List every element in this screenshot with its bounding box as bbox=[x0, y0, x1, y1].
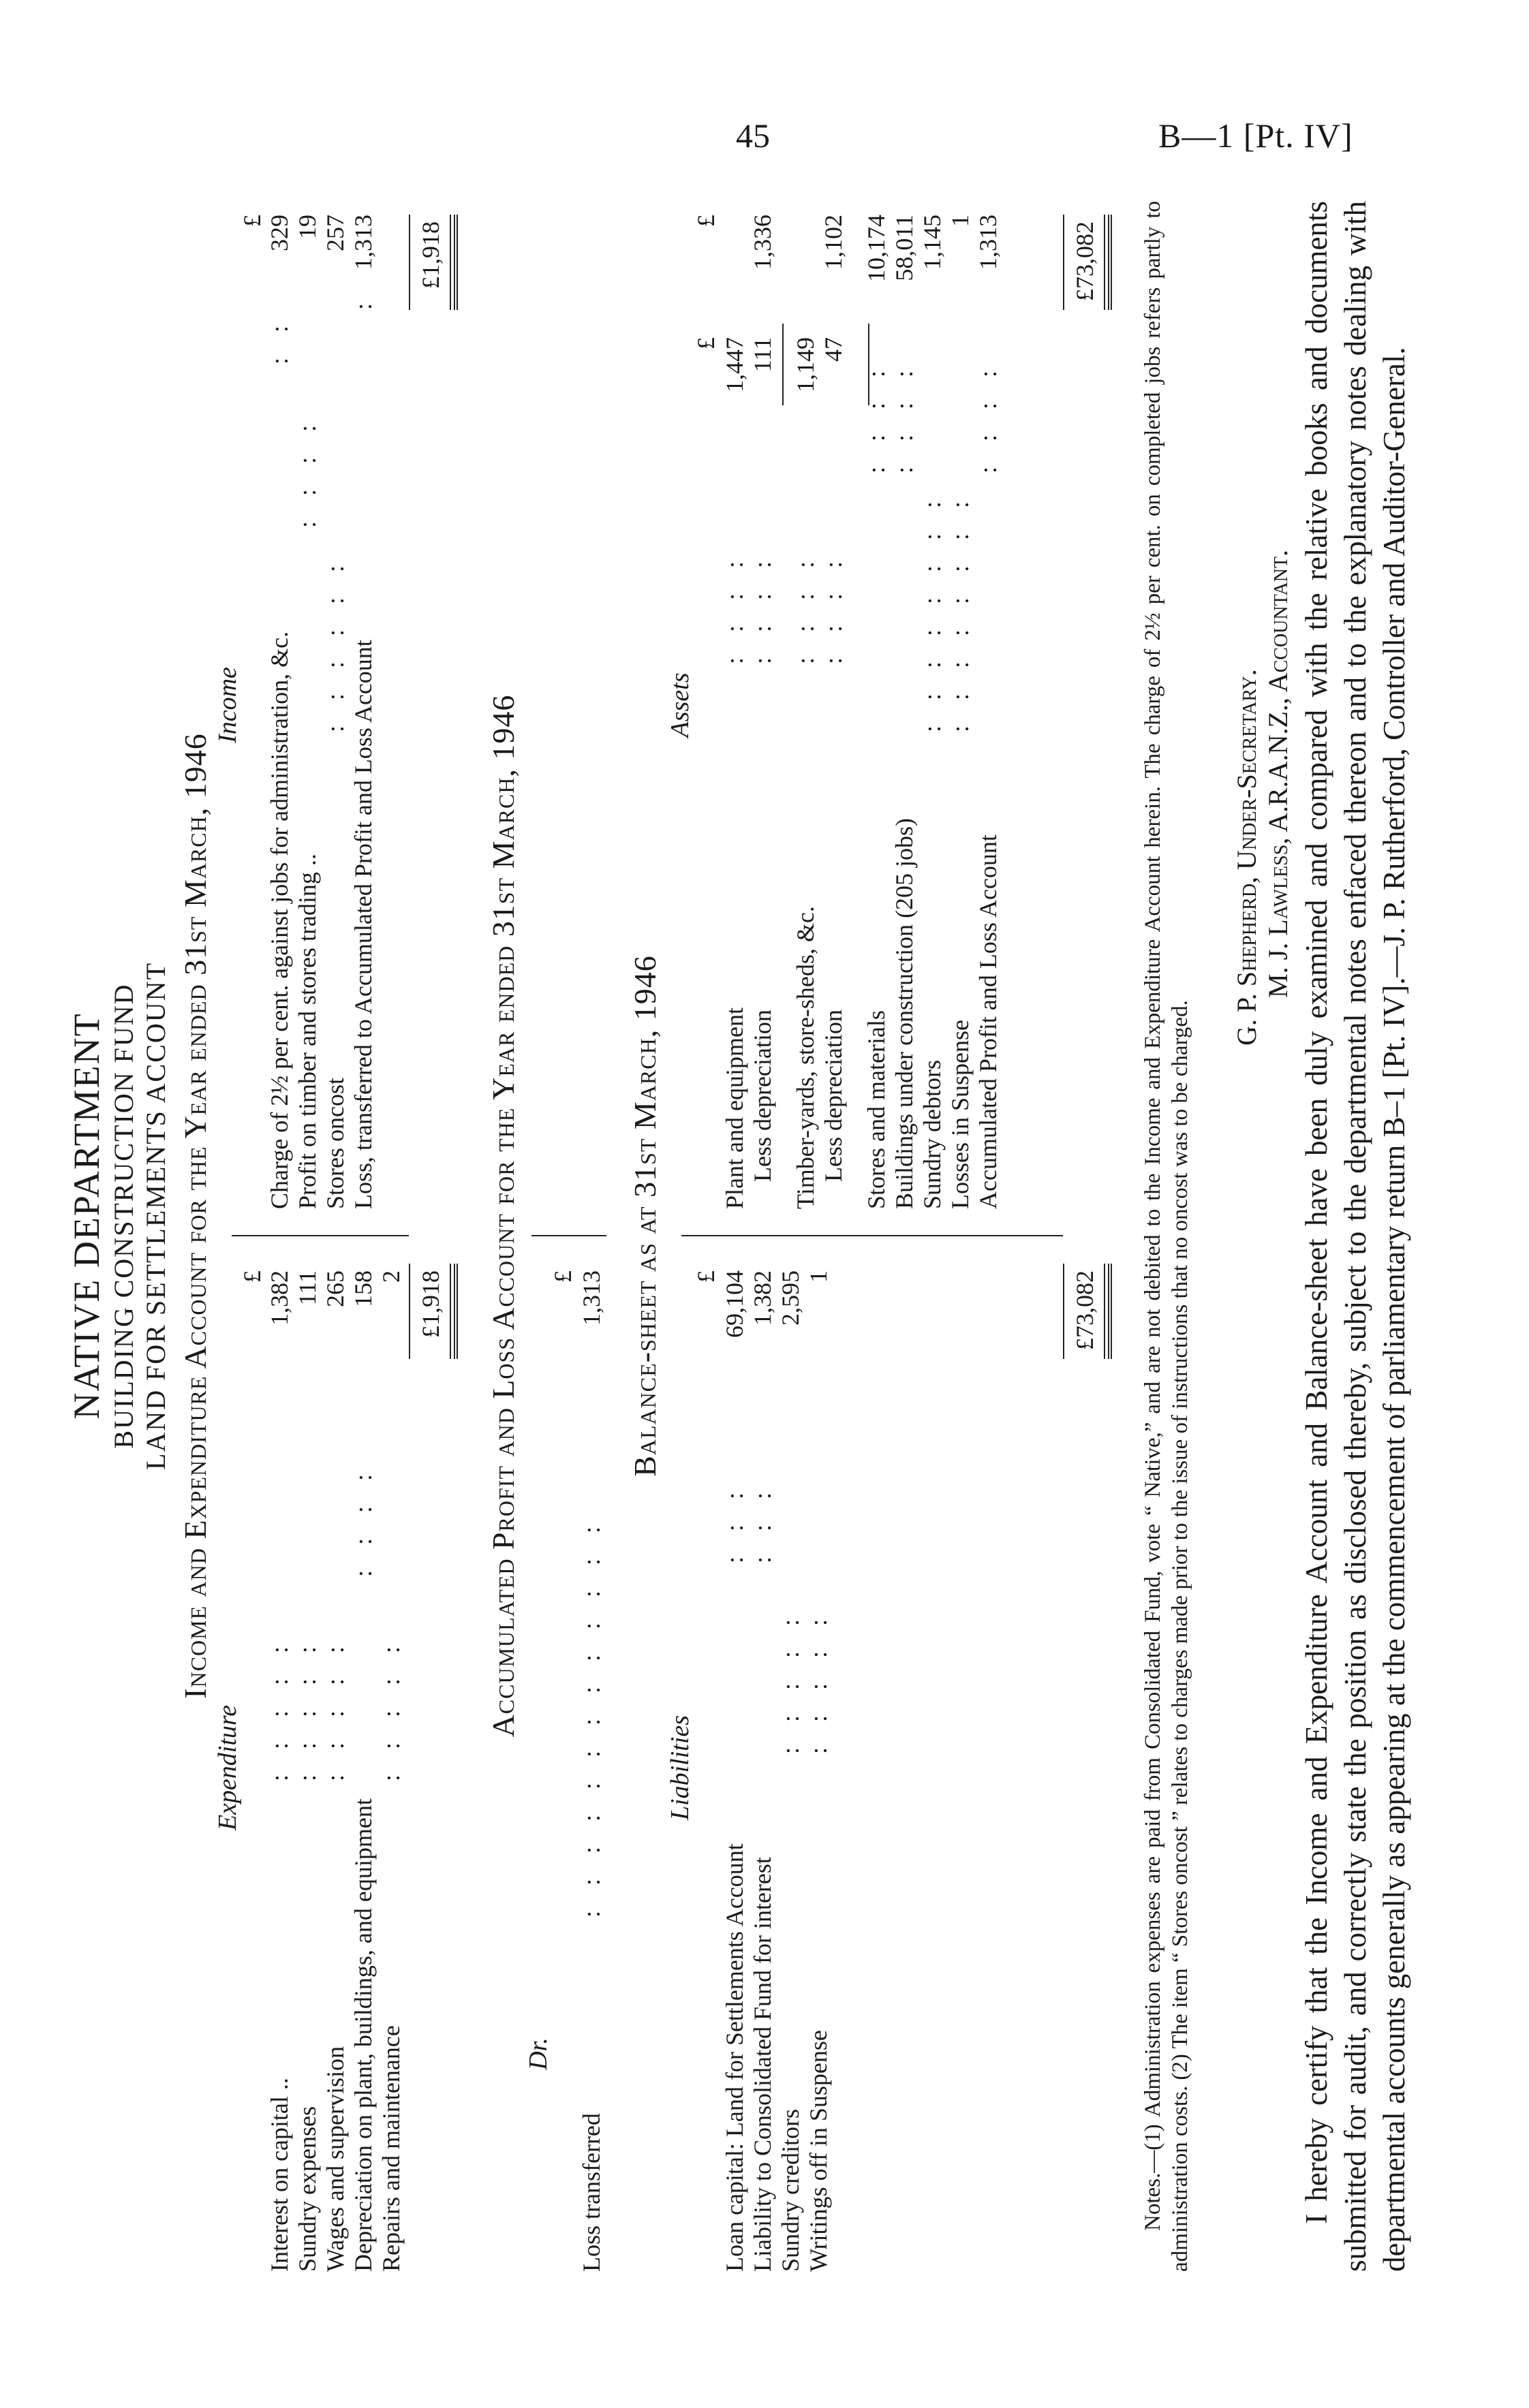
ie-income-heading: Income bbox=[213, 667, 242, 743]
ie-exp-currency: £ bbox=[238, 1270, 266, 1283]
list-item: Writings off in Suspense : : : : : 1 bbox=[805, 1270, 832, 2272]
list-item: Repairs and maintenance : : : : : 2 bbox=[377, 1270, 405, 2272]
ie-exp-double-rule bbox=[450, 1264, 458, 1359]
list-item: Sundry debtors : : : : : : : : 1,145 bbox=[918, 215, 946, 1209]
list-item: Stores oncost : : : : : : 257 bbox=[322, 215, 349, 1209]
bs-assets-heading: Assets bbox=[666, 672, 694, 738]
page-reference: B—1 [Pt. IV] bbox=[1158, 116, 1353, 155]
bs-assets-double-rule bbox=[1104, 215, 1112, 310]
list-item: Buildings under construction (205 jobs) : : : : 58,011 bbox=[891, 215, 918, 1209]
bs-sub-rule bbox=[782, 324, 784, 405]
list-item: Sundry expenses : : : : : 111 bbox=[294, 1270, 321, 2272]
list-item: Loss, transferred to Accumulated Profit and Loss Account : 1,313 bbox=[350, 215, 377, 1209]
apl-row: Loss transferred : : : : : : : : : : : : : 1,313 bbox=[578, 1270, 605, 2272]
apl-currency: £ bbox=[549, 1270, 576, 1283]
ie-income-total: £1,918 bbox=[417, 221, 444, 289]
bs-liab-rule bbox=[1063, 1264, 1064, 1359]
bs-liab-double-rule bbox=[1104, 1264, 1112, 1359]
list-item: Liability to Consolidated Fund for interest : : : 1,382 bbox=[749, 1270, 776, 2272]
ie-expenditure-list bbox=[266, 1264, 405, 2272]
list-item: Loan capital: Land for Settlements Account : : : 69,104 bbox=[721, 1270, 748, 2272]
apl-title: Accumulated Profit and Loss Account for the Year ended 31st March, 1946 bbox=[486, 694, 521, 1738]
list-item: Charge of 2½ per cent. against jobs for administration, &c. : : 329 bbox=[266, 215, 293, 1209]
department-title: NATIVE DEPARTMENT bbox=[66, 1012, 107, 1420]
list-item: Timber-yards, store-sheds, &c. : : : : 1,149 bbox=[792, 337, 819, 1209]
bs-assets-currency: £ bbox=[692, 215, 720, 227]
notes: Notes.—(1) Administration expenses are paid from Consolidated Fund, vote “ Native,” and are not debited to the Income and Expenditure Account herein. The charge of 2½ per cent. on completed jobs refers partly to administration costs. (2) The item “ Stores oncost ” relates to charges made prior to the issue of instructions that no oncost was to be charged. bbox=[1141, 201, 1192, 2272]
bs-liabilities-total: £73,082 bbox=[1071, 1270, 1098, 1350]
ie-title: Income and Expenditure Account for the Year ended 31st March, 1946 bbox=[178, 733, 213, 1699]
list-item: Less depreciation : : : : 111 1,336 bbox=[749, 215, 776, 1182]
bs-assets-rule bbox=[1063, 215, 1064, 310]
auditor-certificate: I hereby certify that the Income and Expenditure Account and Balance-sheet have been duly examined and compared with the relative books and documents submitted for audit, and correctly state the position as disclosed thereby, subject to the departmental notes enfaced thereon and to the explanatory notes dealing with departmental accounts generally as appearing at the commencement of parliamentary return B–1 [Pt. IV].—J. P. Rutherford, Controller and Auditor-General. bbox=[1299, 201, 1411, 2272]
ie-expenditure-total: £1,918 bbox=[417, 1270, 444, 1338]
list-item: Plant and equipment : : : : 1,447 bbox=[721, 337, 748, 1209]
list-item: Wages and supervision : : : : : 265 bbox=[322, 1270, 349, 2272]
ie-inc-currency: £ bbox=[238, 215, 266, 227]
page-number: 45 bbox=[736, 116, 770, 155]
list-item: Profit on timber and stores trading .. : : : : 19 bbox=[294, 215, 321, 1209]
bs-assets-list bbox=[721, 201, 1002, 1209]
fund-title: BUILDING CONSTRUCTION FUND bbox=[108, 983, 139, 1449]
ie-income-list bbox=[266, 201, 377, 1209]
list-item: Less depreciation : : : : 47 1,102 bbox=[820, 215, 847, 1182]
account-title: LAND FOR SETTLEMENTS ACCOUNT bbox=[140, 961, 171, 1471]
accounts-sheet bbox=[0, 160, 1529, 2272]
bs-title: Balance-sheet as at 31st March, 1946 bbox=[628, 955, 662, 1477]
list-item: Stores and materials : : : : 10,174 bbox=[863, 215, 890, 1209]
ie-expenditure-heading: Expenditure bbox=[213, 1704, 242, 1831]
ie-exp-rule bbox=[409, 1264, 410, 1359]
list-item: Accumulated Profit and Loss Account : : : : 1,313 bbox=[974, 215, 1002, 1209]
bs-assets-total: £73,082 bbox=[1071, 221, 1098, 301]
signature-under-secretary: G. P. Shepherd, Under-Secretary. bbox=[1231, 669, 1262, 1046]
list-item: Interest on capital .. : : : : : 1,382 bbox=[266, 1270, 293, 2272]
bs-liabilities-heading: Liabilities bbox=[666, 1715, 694, 1821]
bs-liabilities-list bbox=[721, 1264, 833, 2272]
signature-accountant: M. J. Lawless, A.R.A.N.Z., Accountant. bbox=[1263, 550, 1293, 998]
bs-liab-currency: £ bbox=[692, 1270, 720, 1283]
bs-divider bbox=[681, 1235, 1063, 1236]
list-item: Sundry creditors : : : : : 2,595 bbox=[777, 1270, 804, 2272]
ie-inc-double-rule bbox=[450, 215, 458, 310]
apl-dr-heading: Dr. bbox=[524, 2037, 553, 2070]
list-item: Losses in Suspense : : : : : : : : 1 bbox=[946, 215, 974, 1209]
list-item: Depreciation on plant, buildings, and equipment : : : : 158 bbox=[350, 1270, 377, 2272]
ie-divider bbox=[232, 1235, 409, 1236]
ie-inc-rule bbox=[409, 215, 410, 310]
bs-assets-sub-currency: £ bbox=[692, 337, 720, 349]
apl-divider bbox=[531, 1235, 606, 1236]
